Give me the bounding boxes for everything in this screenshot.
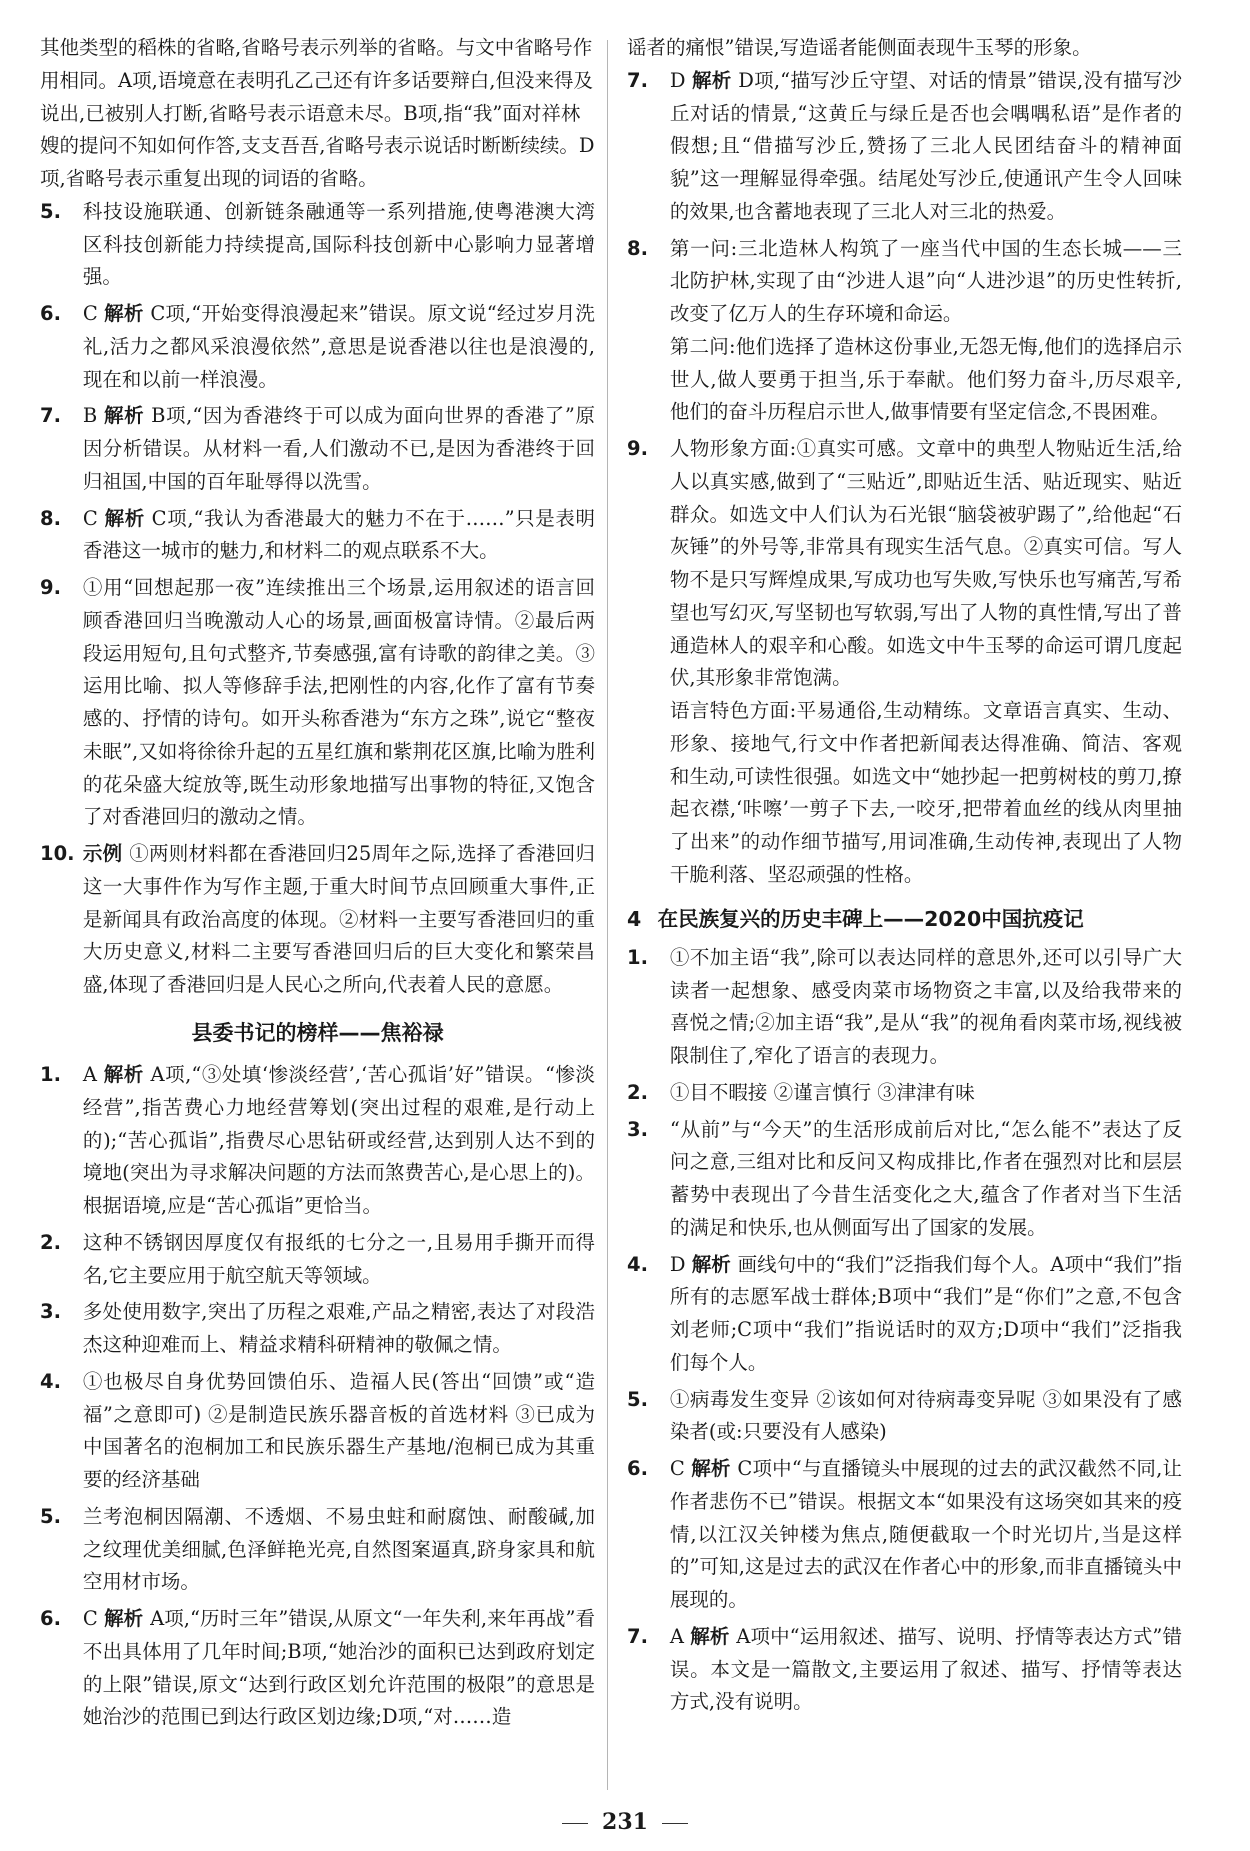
item-text: 人物形象方面:①真实可感。文章中的典型人物贴近生活,给人以真实感,做到了“三贴近”,即贴近生活、贴近现实、贴近群众。如选文中人们认为石光银“脑袋被驴踢了”,给他起“石灰锤”的外号等,非常具有现实生活气息。②真实可信。写人物不是只写辉煌成果,写成功也写失败,写快乐也写痛苦,写希望也写幻灭,写坚韧也写软弱,写出了人物的真性情,写出了普通造林人的艰辛和心酸。如选文中牛玉琴的命运可谓几度起伏,其形象非常饱满。 [669,437,1182,690]
section-heading [627,902,1182,936]
right-column [627,32,1182,1723]
item-number: 1. [40,1063,61,1087]
answer-item-4r [627,1249,1182,1380]
analysis-label: 解析 [104,506,145,530]
section-title: 在民族复兴的历史丰碑上——2020中国抗疫记 [657,906,1084,931]
item-answer: A [669,1624,684,1648]
analysis-label: 解析 [103,1063,144,1087]
item-number: 7. [627,1624,648,1648]
section-title: 县委书记的榜样——焦裕禄 [191,1020,444,1045]
item-number: 4. [40,1369,61,1393]
left-lead-paragraph: 其他类型的稻株的省略,省略号表示列举的省略。与文中省略号作用相同。A项,语境意在表明孔乙己还有许多话要辩白,但没来得及说出,已被别人打断,省略号表示语意未尽。B项,指“我”面对祥林嫂的提问不知如何作答,支支吾吾,省略号表示说话时断断续续。D项,省略号表示重复出现的词语的省略。 [40,36,595,190]
item-answer: C [82,1607,98,1631]
item-text: A项,“历时三年”错误,从原文“一年失利,来年再战”看不出具体用了几年时间;B项,“她治沙的面积已达到政府划定的上限”错误,原文“达到行政区划允许范围的极限”的意思是她治沙的范围已到达行政区划边缘;D项,“对……造 [82,1607,595,1729]
answer-item-7 [40,400,595,498]
answer-item-5b [40,1501,595,1599]
answer-item-7r2 [627,1621,1182,1719]
item-text: 兰考泡桐因隔潮、不透烟、不易虫蛀和耐腐蚀、耐酸碱,加之纹理优美细腻,色泽鲜艳光亮,自然图案逼真,跻身家具和航空用材市场。 [82,1504,595,1594]
answer-item-3r [627,1114,1182,1245]
item-number: 10. [40,842,75,865]
item-number: 7. [40,404,61,428]
right-lead-paragraph: 谣者的痛恨”错误,写造谣者能侧面表现牛玉琴的形象。 [627,36,1092,59]
analysis-label: 解析 [104,404,145,428]
answer-item-4 [40,1366,595,1497]
item-text: ①用“回想起那一夜”连续推出三个场景,运用叙述的语言回顾香港回归当晚激动人心的场景,画面极富诗情。②最后两段运用短句,且句式整齐,节奏感强,富有诗歌的韵律之美。③运用比喻、拟人等修辞手法,把刚性的内容,化作了富有节奏感的、抒情的诗句。如开头称香港为“东方之珠”,说它“整夜未眠”,又如将徐徐升起的五星红旗和紫荆花区旗,比喻为胜利的花朵盛大绽放等,既生动形象地描写出事物的特征,又饱含了对香港回归的激动之情。 [82,576,595,829]
analysis-label: 解析 [690,1624,730,1648]
example-label: 示例 [82,842,123,865]
item-number: 8. [627,236,648,260]
item-number: 9. [40,576,61,599]
item-text: 这种不锈钢因厚度仅有报纸的七分之一,且易用手撕开而得名,它主要应用于航空航天等领域。 [82,1230,595,1287]
item-answer: C [669,1457,685,1481]
answer-item-6 [40,298,595,396]
item-text: 科技设施联通、创新链条融通等一系列措施,使粤港澳大湾区科技创新能力持续提高,国际科技创新中心影响力显著增强。 [82,199,595,289]
item-text-2: 第二问:他们选择了造林这份事业,无怨无悔,他们的选择启示世人,做人要勇于担当,乐于奉献。他们努力奋斗,历尽艰辛,他们的奋斗历程启示世人,做事情要有坚定信念,不畏困难。 [669,334,1182,424]
answer-item-2 [40,1227,595,1293]
item-number: 8. [40,506,61,530]
item-text: ①目不暇接 ②谨言慎行 ③津津有味 [669,1080,975,1104]
item-answer: A [82,1063,97,1087]
answer-item-9r [627,433,1182,892]
analysis-label: 解析 [691,68,732,92]
item-number: 3. [627,1117,648,1141]
answer-item-8r [627,233,1182,430]
answer-item-5r [627,1384,1182,1450]
item-text: A项,“③处填‘惨淡经营’,‘苦心孤诣’好”错误。“惨淡经营”,指苦费心力地经营筹划(突出过程的艰难,是行动上的);“苦心孤诣”,指费尽心思钻研或经营,达到别人达不到的境地(突出为寻求解决问题的方法而煞费苦心,是心思上的)。根据语境,应是“苦心孤诣”更恰当。 [82,1063,595,1218]
answer-item-9 [40,572,595,834]
analysis-label: 解析 [104,302,144,325]
item-number: 7. [627,68,648,92]
item-answer: D [669,1252,686,1276]
item-text: B项,“因为香港终于可以成为面向世界的香港了”原因分析错误。从材料一看,人们激动不已,是因为香港终于回归祖国,中国的百年耻辱得以洗雪。 [82,404,595,493]
item-text: D项,“描写沙丘守望、对话的情景”错误,没有描写沙丘对话的情景,“这黄丘与绿丘是否也会喁喁私语”是作者的假想;且“借描写沙丘,赞扬了三北人民团结奋斗的精神面貌”这一理解显得牵强。结尾处写沙丘,使通讯产生令人回味的效果,也含蓄地表现了三北人对三北的热爱。 [669,68,1182,223]
item-number: 5. [627,1387,648,1411]
left-column [40,32,595,1738]
footer-dash-left [562,1823,588,1824]
item-answer: C [82,506,98,530]
item-text: ①两则材料都在香港回归25周年之际,选择了香港回归这一大事件作为写作主题,于重大时间节点回顾重大事件,正是新闻具有政治高度的体现。②材料一主要写香港回归的重大历史意义,材料二主要写香港回归后的巨大变化和繁荣昌盛,体现了香港回归是人民心之所向,代表着人民的意愿。 [82,842,595,996]
answer-item-1r [627,942,1182,1073]
page-number: 231 [602,1809,648,1835]
answer-item-6b [40,1603,595,1734]
answer-item-8 [40,503,595,569]
item-answer: D [669,68,686,92]
footer-dash-right [662,1823,688,1824]
section-number: 4 [627,906,642,931]
analysis-label: 解析 [104,1607,144,1631]
item-number: 3. [40,1300,61,1324]
analysis-label: 解析 [691,1457,731,1481]
item-number: 6. [627,1457,648,1481]
item-text: 第一问:三北造林人构筑了一座当代中国的生态长城——三北防护林,实现了由“沙进人退”向“人进沙退”的历史性转折,改变了亿万人的生存环境和命运。 [669,236,1182,325]
item-number: 6. [40,302,61,325]
answer-item-5 [40,196,595,294]
answer-item-3 [40,1296,595,1362]
item-number: 5. [40,199,61,223]
item-text: ①不加主语“我”,除可以表达同样的意思外,还可以引导广大读者一起想象、感受肉菜市场物资之丰富,以及给我带来的喜悦之情;②加主语“我”,是从“我”的视角看肉菜市场,视线被限制住了,窄化了语言的表现力。 [669,945,1182,1068]
item-number: 1. [627,945,648,969]
item-number: 2. [627,1080,648,1104]
item-text: ①也极尽自身优势回馈伯乐、造福人民(答出“回馈”或“造福”之意即可) ②是制造民族乐器音板的首选材料 ③已成为中国著名的泡桐加工和民族乐器生产基地/泡桐已成为其重要的经济基础 [82,1369,595,1492]
item-text: C项中“与直播镜头中展现的过去的武汉截然不同,让作者悲伤不已”错误。根据文本“如果没有这场突如其来的疫情,以江汉关钟楼为焦点,随便截取一个时光切片,当是这样的”可知,这是过去的武汉在作者心中的形象,而非直播镜头中展现的。 [669,1457,1182,1612]
item-number: 9. [627,437,648,460]
item-text: C项,“我认为香港最大的魅力不在于……”只是表明香港这一城市的魅力,和材料二的观点联系不大。 [82,506,595,563]
item-number: 6. [40,1607,61,1631]
answer-item-2r [627,1077,1182,1110]
item-number: 2. [40,1230,61,1254]
answer-item-7r [627,65,1182,229]
answer-item-6r [627,1453,1182,1617]
column-divider [607,40,608,1790]
item-text: “从前”与“今天”的生活形成前后对比,“怎么能不”表达了反问之意,三组对比和反问又构成排比,作者在强烈对比和层层蓄势中表现出了今昔生活变化之大,蕴含了作者对当下生活的满足和快乐,也从侧面写出了国家的发展。 [669,1117,1182,1239]
item-number: 5. [40,1504,61,1528]
item-answer: B [82,404,98,428]
item-number: 4. [627,1252,648,1276]
analysis-label: 解析 [691,1252,731,1276]
item-text: ①病毒发生变异 ②该如何对待病毒变异呢 ③如果没有了感染者(或:只要没有人感染) [669,1387,1182,1444]
answer-item-1 [40,1059,595,1223]
item-answer: C [82,302,98,325]
item-text-2: 语言特色方面:平易通俗,生动精练。文章语言真实、生动、形象、接地气,行文中作者把新闻表达得准确、简洁、客观和生动,可读性很强。如选文中“她抄起一把剪树枝的剪刀,撩起衣襟,‘咔嚓’一剪子下去,一咬牙,把带着血丝的线从肉里抽了出来”的动作细节描写,用词准确,生动传神,表现出了人物干脆利落、坚忍顽强的性格。 [669,699,1182,886]
item-text: C项,“开始变得浪漫起来”错误。原文说“经过岁月洗礼,活力之都风采浪漫依然”,意思是说香港以往也是浪漫的,现在和以前一样浪漫。 [82,302,595,391]
page-footer [0,1804,1250,1841]
item-text: A项中“运用叙述、描写、说明、抒情等表达方式”错误。本文是一篇散文,主要运用了叙述、描写、抒情等表达方式,没有说明。 [669,1624,1182,1714]
item-text: 画线句中的“我们”泛指我们每个人。A项中“我们”指所有的志愿军战士群体;B项中“我们”是“你们”之意,不包含刘老师;C项中“我们”指说话时的双方;D项中“我们”泛指我们每个人。 [669,1252,1182,1374]
answer-item-10 [40,838,595,1002]
item-text: 多处使用数字,突出了历程之艰难,产品之精密,表达了对段浩杰这种迎难而上、精益求精科研精神的敬佩之情。 [82,1300,595,1357]
